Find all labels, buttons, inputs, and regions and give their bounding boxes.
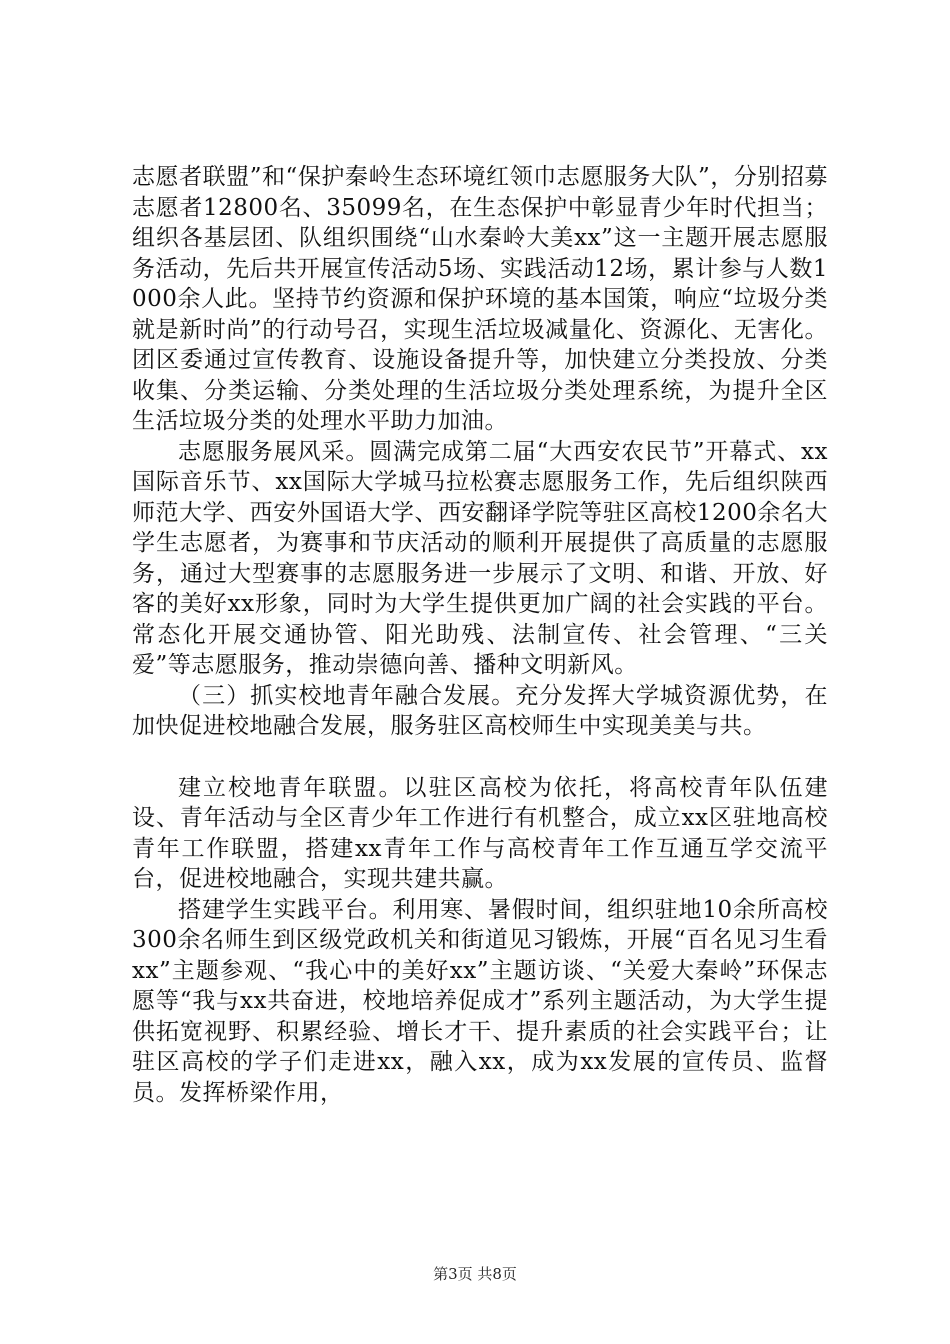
paragraph-practice-platform: 搭建学生实践平台。利用寒、暑假时间，组织驻地10余所高校300余名师生到区级党政机关和街道见习锻炼，开展“百名见习生看xx”主题参观、“我心中的美好xx”主题访谈、“关爱大秦岭”环保志愿等“我与xx共奋进，校地培养促成才”系列主题活动，为大学生提供拓宽视野、积累经验、增长才干、提升素质的社会实践平台；让驻区高校的学子们走进xx，融入xx，成为xx发展的宣传员、监督员。发挥桥梁作用， (132, 896, 828, 1106)
paragraph-volunteer-alliance: 志愿者联盟”和“保护秦岭生态环境红领巾志愿服务大队”，分别招募志愿者12800名、35099名，在生态保护中彰显青少年时代担当；组织各基层团、队组织围绕“山水秦岭大美xx”这一主题开展志愿服务活动，先后共开展宣传活动5场、实践活动12场，累计参与人数1000余人此。坚持节约资源和保护环境的基本国策，响应“垃圾分类就是新时尚”的行动号召，实现生活垃圾减量化、资源化、无害化。团区委通过宣传教育、设施设备提升等，加快建立分类投放、分类收集、分类运输、分类处理的生活垃圾分类处理系统，为提升全区生活垃圾分类的处理水平助力加油。 (132, 164, 828, 434)
paragraph-volunteer-service: 志愿服务展风采。圆满完成第二届“大西安农民节”开幕式、xx国际音乐节、xx国际大学城马拉松赛志愿服务工作，先后组织陕西师范大学、西安外国语大学、西安翻译学院等驻区高校1200余名大学生志愿者，为赛事和节庆活动的顺利开展提供了高质量的志愿服务，通过大型赛事的志愿服务进一步展示了文明、和谐、开放、好客的美好xx形象，同时为大学生提供更加广阔的社会实践的平台。常态化开展交通协管、阳光助残、法制宣传、社会管理、“三关爱”等志愿服务，推动崇德向善、播种文明新风。 (132, 438, 828, 678)
paragraph-youth-alliance: 建立校地青年联盟。以驻区高校为依托，将高校青年队伍建设、青年活动与全区青少年工作进行有机整合，成立xx区驻地高校青年工作联盟，搭建xx青年工作与高校青年工作互通互学交流平台，促进校地融合，实现共建共赢。 (132, 774, 828, 892)
page-number-footer: 第3页 共8页 (433, 1265, 517, 1283)
paragraph-section-three-heading: （三）抓实校地青年融合发展。充分发挥大学城资源优势，在加快促进校地融合发展，服务驻区高校师生中实现美美与共。 (132, 682, 828, 739)
document-body (132, 162, 828, 1108)
